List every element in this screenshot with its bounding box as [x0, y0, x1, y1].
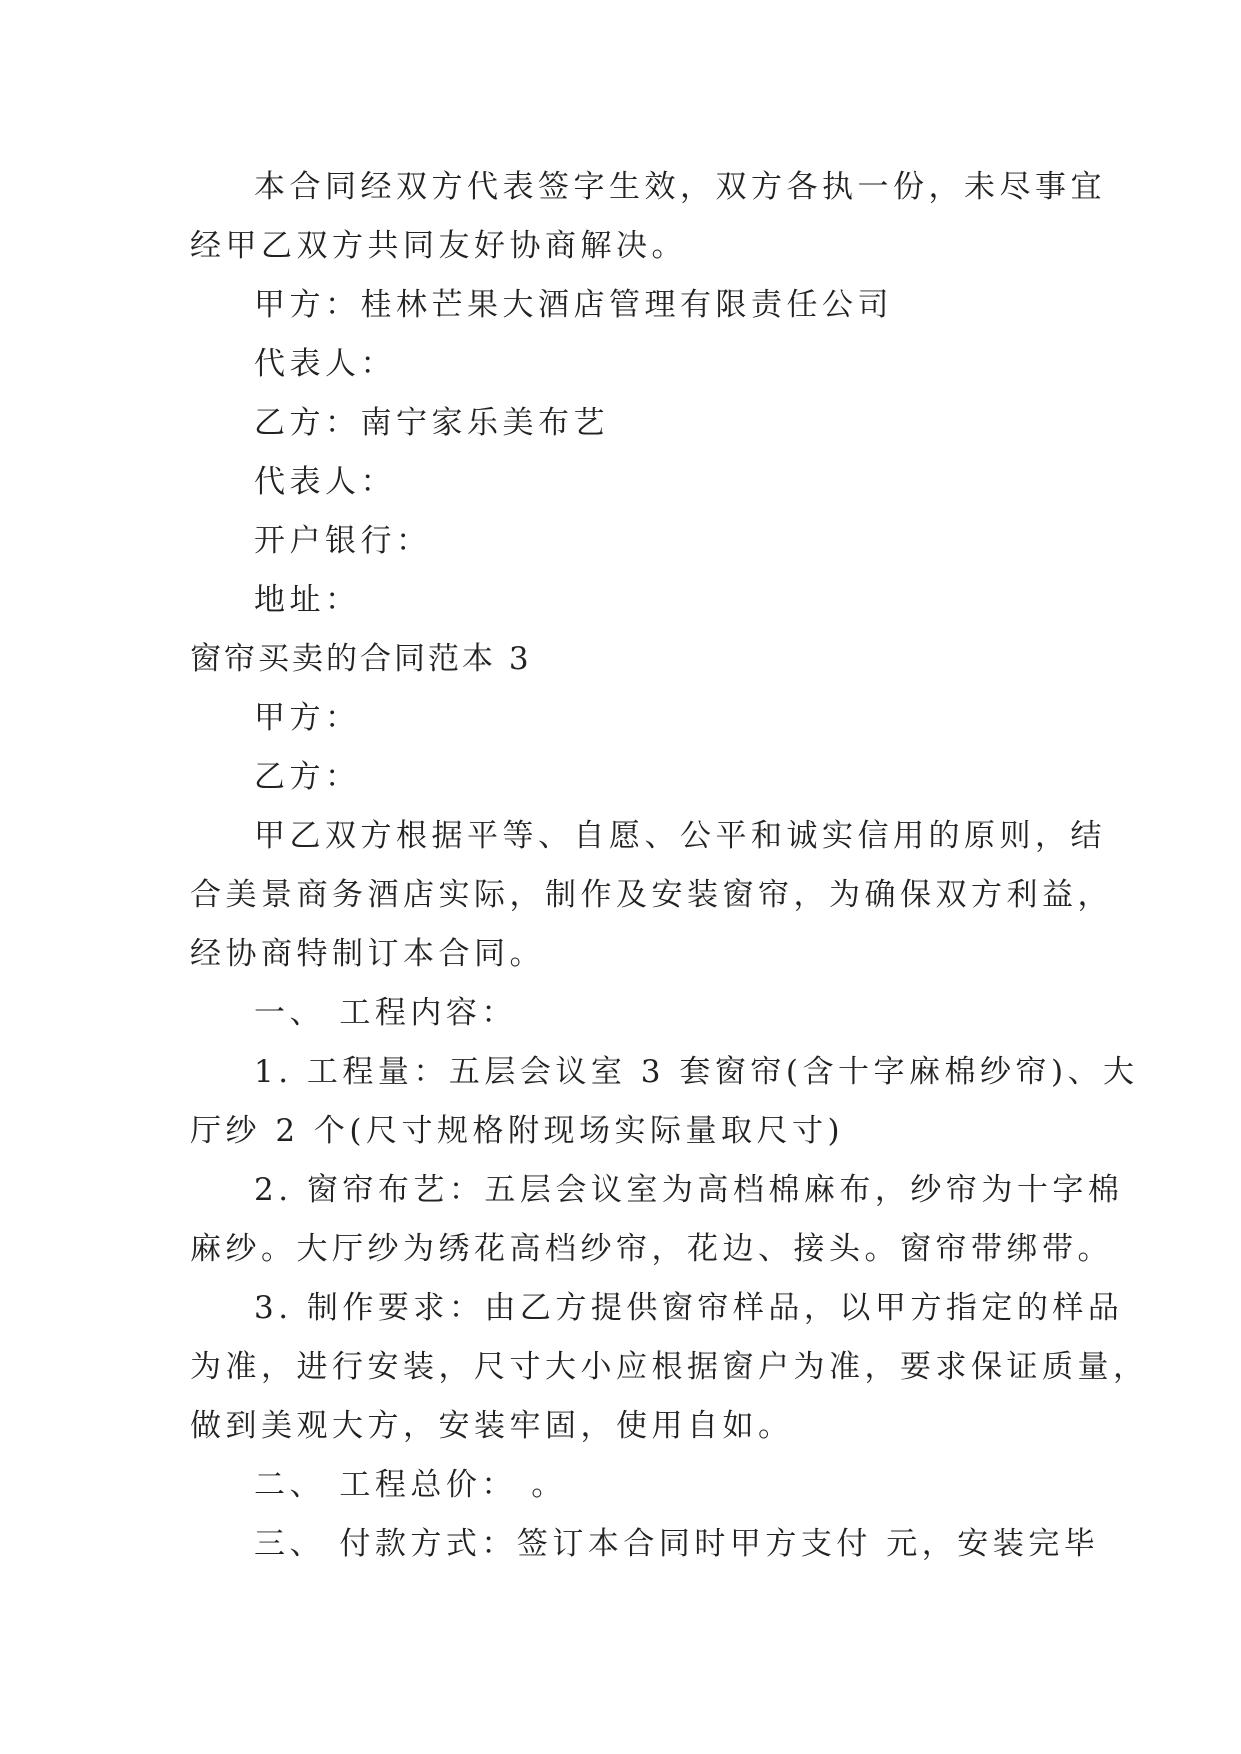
party-a-line: 甲方：桂林芒果大酒店管理有限责任公司 — [254, 287, 893, 323]
paragraph-line: 为准，进行安装，尺寸大小应根据窗户为准，要求保证质量， — [190, 1349, 1149, 1385]
paragraph-line: 合美景商务酒店实际，制作及安装窗帘，为确保双方利益， — [190, 877, 1113, 913]
representative-line: 代表人： — [254, 346, 396, 382]
party-b-line: 乙方： — [254, 759, 361, 795]
clause-heading: 二、 工程总价： 。 — [254, 1467, 567, 1503]
paragraph-line: 做到美观大方，安装牢固，使用自如。 — [190, 1408, 794, 1444]
clause-heading: 一、 工程内容： — [254, 995, 517, 1031]
paragraph-line: 本合同经双方代表签字生效，双方各执一份，未尽事宜 — [254, 169, 1106, 205]
paragraph-line: 2. 窗帘布艺：五层会议室为高档棉麻布，纱帘为十字棉 — [254, 1172, 1124, 1208]
paragraph-line: 1. 工程量：五层会议室 3 套窗帘(含十字麻棉纱帘)、大 — [254, 1054, 1139, 1090]
address-line: 地址： — [254, 582, 361, 618]
paragraph-line: 经协商特制订本合同。 — [190, 936, 545, 972]
paragraph-line: 厅纱 2 个(尺寸规格附现场实际量取尺寸) — [190, 1113, 845, 1149]
bank-line: 开户银行： — [254, 523, 432, 559]
party-a-line: 甲方： — [254, 700, 361, 736]
paragraph-line: 经甲乙双方共同友好协商解决。 — [190, 228, 687, 264]
party-b-line: 乙方：南宁家乐美布艺 — [254, 405, 609, 441]
document-page — [190, 158, 1149, 1574]
section-title: 窗帘买卖的合同范本 3 — [190, 641, 532, 677]
representative-line: 代表人： — [254, 464, 396, 500]
clause-heading: 三、 付款方式：签订本合同时甲方支付 元，安装完毕 — [254, 1526, 1100, 1562]
paragraph-line: 麻纱。大厅纱为绣花高档纱帘，花边、接头。窗帘带绑带。 — [190, 1231, 1113, 1267]
paragraph-line: 甲乙双方根据平等、自愿、公平和诚实信用的原则，结 — [254, 818, 1106, 854]
paragraph-line: 3. 制作要求：由乙方提供窗帘样品，以甲方指定的样品 — [254, 1290, 1124, 1326]
